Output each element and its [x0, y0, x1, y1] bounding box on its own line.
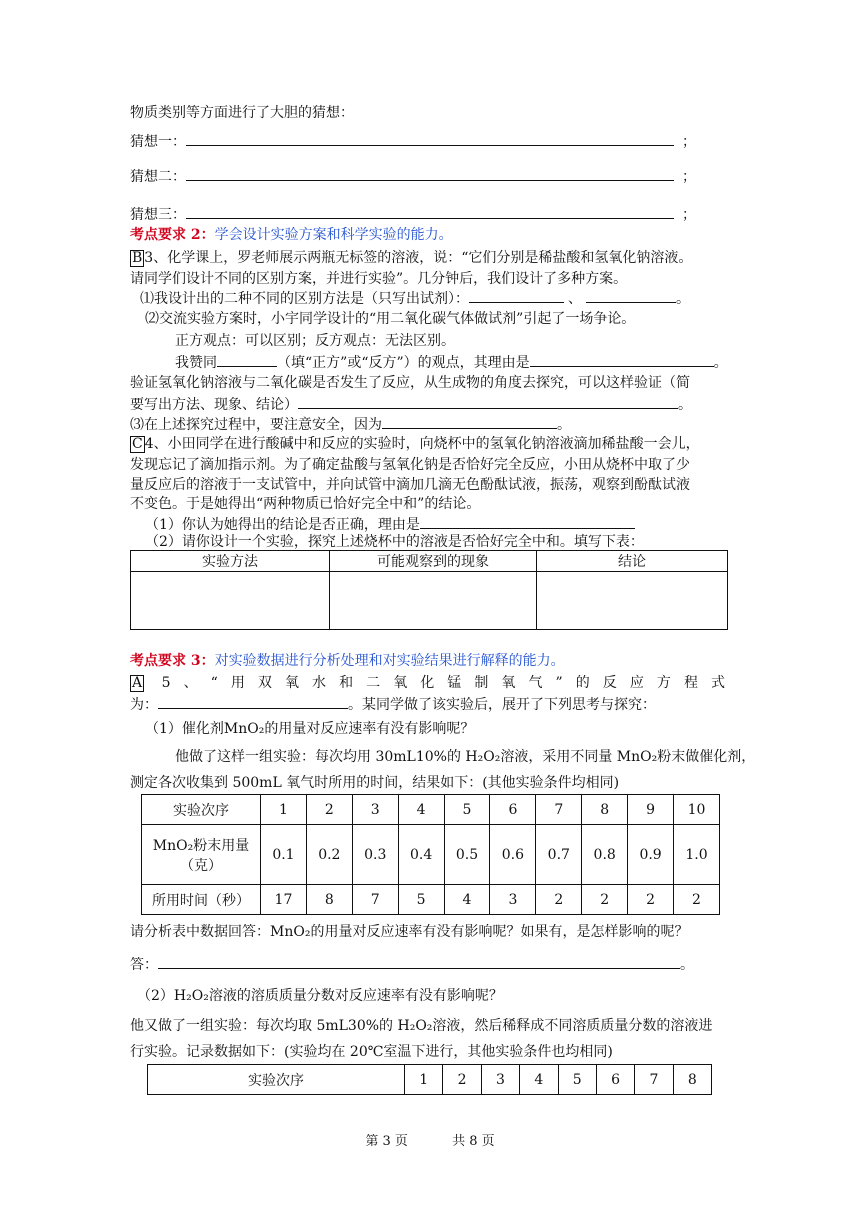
- time-cell: 5: [398, 885, 444, 915]
- order-cell: 4: [520, 1065, 558, 1095]
- amount-cell: 0.8: [582, 825, 628, 885]
- q5-answer: 答： 。: [130, 953, 694, 975]
- q5-ask: 请分析表中数据回答：MnO₂的用量对反应速率有没有影响呢？如果有，是怎样影响的呢？: [130, 924, 689, 940]
- time-cell: 7: [352, 885, 398, 915]
- q5-exp4: 行实验。记录数据如下：(实验均在 20℃室温下进行，其他实验条件也均相同): [130, 1044, 613, 1060]
- row-label-order: 实验次序: [148, 1065, 405, 1095]
- amount-cell: 0.3: [352, 825, 398, 885]
- q4-line4: 不变色。于是她得出“两种物质已恰好完全中和”的结论。: [130, 496, 481, 512]
- q5-exp2: 测定各次收集到 500mL 氧气时所用的时间，结果如下：(其他实验条件均相同): [130, 775, 620, 791]
- row-label-time: 所用时间（秒）: [142, 885, 261, 915]
- answer-blank[interactable]: [158, 953, 680, 969]
- amount-row: [142, 825, 720, 885]
- q4-sub2: （2）请你设计一个实验，探究上述烧杯中的溶液是否恰好完全中和。填写下表：: [145, 534, 644, 550]
- time-cell: 2: [674, 885, 720, 915]
- order-cell: 2: [443, 1065, 481, 1095]
- q5-exp1: 他做了这样一组实验：每次均用 30mL10%的 H₂O₂溶液，采用不同量 MnO₂粉末做催化剂，: [175, 749, 756, 765]
- order-cell: 8: [673, 1065, 711, 1095]
- row-label-order: 实验次序: [142, 795, 261, 825]
- order-cell: 5: [558, 1065, 596, 1095]
- q4-reason-blank[interactable]: [420, 513, 635, 529]
- q5-sub1: （1）催化剂MnO₂的用量对反应速率有没有影响呢？: [145, 721, 475, 737]
- header-method: 实验方法: [131, 551, 330, 572]
- order-cell: 7: [536, 795, 582, 825]
- h2o2-data-table: [147, 1064, 712, 1095]
- q4-line2: 发现忘记了滴加指示剂。为了确定盐酸与氢氧化钠是否恰好完全反应，小田从烧杯中取了少: [130, 457, 690, 473]
- time-cell: 2: [628, 885, 674, 915]
- amount-cell: 0.5: [444, 825, 490, 885]
- amount-cell: 0.1: [261, 825, 307, 885]
- guess-3: 猜想三： ；: [130, 203, 696, 225]
- guess-1: 猜想一： ；: [130, 130, 696, 152]
- amount-cell: 0.6: [490, 825, 536, 885]
- order-cell: 3: [481, 1065, 519, 1095]
- order-cell: 1: [261, 795, 307, 825]
- q5-sub2: （2）H₂O₂溶液的溶质质量分数对反应速率有没有影响呢？: [137, 988, 503, 1004]
- q5-exp3: 他又做了一组实验：每次均取 5mL30%的 H₂O₂溶液，然后稀释成不同溶质质量分数的溶液进: [130, 1018, 713, 1034]
- row-label-amount: MnO₂粉末用量 （克）: [142, 825, 261, 885]
- order-cell: 8: [582, 795, 628, 825]
- amount-cell: 0.2: [306, 825, 352, 885]
- q3-agree: 我赞同 （填“正方”或“反方”）的观点，其理由是 。: [175, 351, 728, 373]
- difficulty-badge: B: [132, 250, 143, 266]
- requirement-3: 考点要求 3：对实验数据进行分析处理和对实验结果进行解释的能力。: [130, 653, 565, 669]
- q5-line2: 为： 。某同学做了该实验后，展开了下列思考与探究：: [130, 693, 656, 715]
- q4-sub1: （1）你认为她得出的结论是否正确，理由是: [145, 513, 635, 535]
- intro-text: 物质类别等方面进行了大胆的猜想：: [130, 105, 354, 121]
- equation-blank[interactable]: [158, 693, 348, 709]
- mno2-data-table: [141, 794, 720, 915]
- reagent-2-blank[interactable]: [586, 287, 676, 303]
- page-footer: [0, 1130, 860, 1149]
- order-cell: 1: [405, 1065, 443, 1095]
- order-cell: 6: [596, 1065, 634, 1095]
- guess-3-blank[interactable]: [186, 203, 674, 219]
- reason-blank[interactable]: [530, 351, 714, 367]
- q4-answer-table: [130, 550, 728, 630]
- safety-blank[interactable]: [382, 413, 557, 429]
- q5-line1: A 5、“用双氧水和二氧化锰制氧气”的反应方程式: [132, 675, 728, 691]
- time-cell: 2: [536, 885, 582, 915]
- q3-part3: ⑶在上述探究过程中，要注意安全，因为 。: [130, 413, 571, 435]
- header-conclusion: 结论: [537, 551, 728, 572]
- guess-1-blank[interactable]: [186, 130, 674, 146]
- difficulty-badge: A: [132, 675, 143, 691]
- q3-verify2: 要写出方法、现象、结论） 。: [130, 393, 692, 415]
- requirement-2: 考点要求 2：学会设计实验方案和科学实验的能力。: [130, 227, 453, 243]
- order-cell: 5: [444, 795, 490, 825]
- q4-line3: 量反应后的溶液于一支试管中，并向试管中滴加几滴无色酚酞试液，振荡，观察到酚酞试液: [130, 477, 690, 493]
- order-cell: 3: [352, 795, 398, 825]
- guess-2: 猜想二： ；: [130, 165, 696, 187]
- time-cell: 17: [261, 885, 307, 915]
- page-number: 第 3 页: [365, 1134, 408, 1149]
- time-cell: 4: [444, 885, 490, 915]
- header-phenomenon: 可能观察到的现象: [330, 551, 537, 572]
- q3-views: 正方观点：可以区别；反方观点：无法区别。: [175, 333, 455, 349]
- conclusion-cell[interactable]: [537, 572, 728, 630]
- reagent-1-blank[interactable]: [469, 287, 564, 303]
- guess-2-blank[interactable]: [186, 165, 674, 181]
- order-cell: 9: [628, 795, 674, 825]
- order-row: [142, 795, 720, 825]
- method-cell[interactable]: [131, 572, 330, 630]
- order-cell: 6: [490, 795, 536, 825]
- q3-verify1: 验证氢氧化钠溶液与二氧化碳是否发生了反应，从生成物的角度去探究，可以这样验证（简: [130, 375, 690, 391]
- order-cell: 2: [306, 795, 352, 825]
- q4-line1: C 4、小田同学在进行酸碱中和反应的实验时，向烧杯中的氢氧化钠溶液滴加稀盐酸一会儿，: [132, 436, 700, 452]
- time-cell: 2: [582, 885, 628, 915]
- amount-cell: 1.0: [674, 825, 720, 885]
- amount-cell: 0.9: [628, 825, 674, 885]
- time-cell: 3: [490, 885, 536, 915]
- order-cell: 7: [635, 1065, 673, 1095]
- page-total: 共 8 页: [452, 1134, 495, 1149]
- time-cell: 8: [306, 885, 352, 915]
- verify-blank[interactable]: [298, 393, 678, 409]
- order-row: [148, 1065, 712, 1095]
- agree-blank[interactable]: [217, 351, 277, 367]
- phenomenon-cell[interactable]: [330, 572, 537, 630]
- q3-part1: ⑴我设计出的二种不同的区别方法是（只写出试剂）： 、 。: [140, 287, 690, 309]
- q3-line2: 请同学们设计不同的区别方案，并进行实验”。几分钟后，我们设计了多种方案。: [130, 271, 628, 287]
- difficulty-badge: C: [132, 436, 143, 452]
- q3-part2: ⑵交流实验方案时，小宇同学设计的“用二氧化碳气体做试剂”引起了一场争论。: [145, 311, 636, 327]
- order-cell: 4: [398, 795, 444, 825]
- amount-cell: 0.7: [536, 825, 582, 885]
- amount-cell: 0.4: [398, 825, 444, 885]
- time-row: [142, 885, 720, 915]
- order-cell: 10: [674, 795, 720, 825]
- q3-line1: B 3、化学课上，罗老师展示两瓶无标签的溶液，说：“它们分别是稀盐酸和氢氧化钠溶液。: [132, 250, 693, 266]
